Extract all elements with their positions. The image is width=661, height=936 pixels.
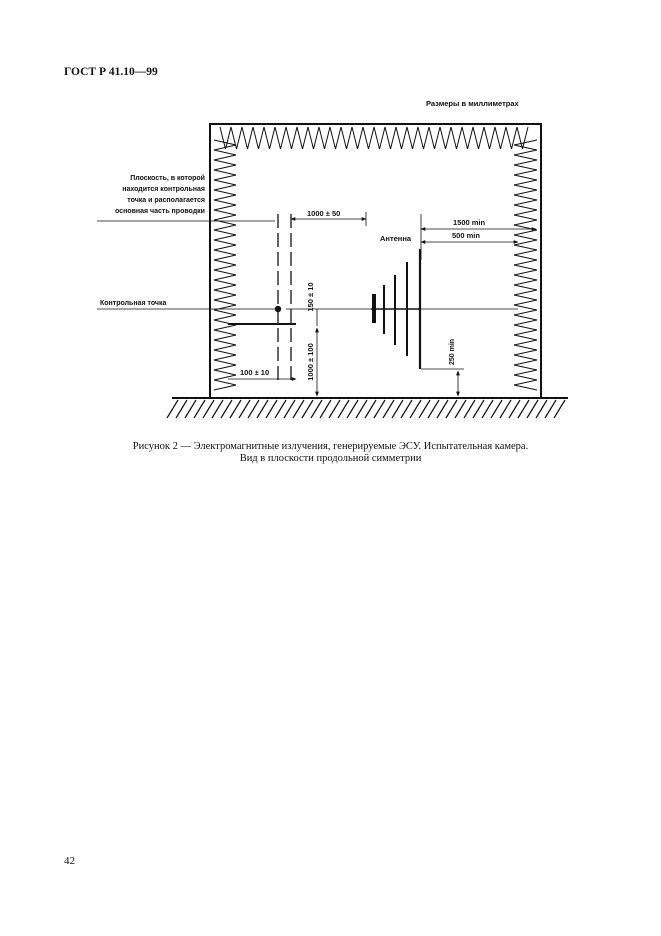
ground-hatch-line xyxy=(221,400,232,418)
plane-dashed-lines xyxy=(278,214,291,380)
units-note: Размеры в миллиметрах xyxy=(426,99,519,108)
dim-500-label: 500 min xyxy=(452,231,480,240)
ground-hatch-line xyxy=(509,400,520,418)
ground-hatch-line xyxy=(518,400,529,418)
plane-label-line-3: точка и располагается xyxy=(127,197,205,204)
document-code: ГОСТ Р 41.10—99 xyxy=(64,66,158,78)
ground-hatch-line xyxy=(266,400,277,418)
dim-1000-100-label: 1000 ± 100 xyxy=(306,343,315,381)
dimension-150-10 xyxy=(306,282,317,326)
ground-hatch-line xyxy=(230,400,241,418)
page-number: 42 xyxy=(64,855,75,867)
ground-hatch-line xyxy=(383,400,394,418)
ground-hatch-line xyxy=(167,400,178,418)
chamber-outline xyxy=(210,124,541,398)
absorber-right-zigzag xyxy=(514,140,537,390)
dimension-1000-50 xyxy=(291,209,366,226)
ground-hatch-line xyxy=(437,400,448,418)
ground-hatch-line xyxy=(275,400,286,418)
plane-label-line-1: Плоскость, в которой xyxy=(130,175,205,182)
absorber-left xyxy=(214,140,236,390)
ground-hatch-line xyxy=(239,400,250,418)
ground-hatch-line xyxy=(392,400,403,418)
ground-hatch-line xyxy=(491,400,502,418)
ground-hatch-line xyxy=(338,400,349,418)
ground-hatch-line xyxy=(320,400,331,418)
ground-hatch-line xyxy=(374,400,385,418)
ground-hatch-line xyxy=(329,400,340,418)
ground-hatch-line xyxy=(302,400,313,418)
ground-hatch-line xyxy=(500,400,511,418)
dim-1500-label: 1500 min xyxy=(453,218,486,227)
caption-line-2: Вид в плоскости продольной симметрии xyxy=(239,453,422,464)
ground-hatch-line xyxy=(293,400,304,418)
control-point-label: Контрольная точка xyxy=(100,300,167,307)
ground-hatch-line xyxy=(455,400,466,418)
ground-hatch-line xyxy=(410,400,421,418)
control-point-marker xyxy=(275,306,281,312)
dim-1000-50-label: 1000 ± 50 xyxy=(307,209,341,218)
ground-hatch-line xyxy=(284,400,295,418)
ground-hatch-line xyxy=(248,400,259,418)
ground-hatch-line xyxy=(176,400,187,418)
ground-hatch-line xyxy=(473,400,484,418)
ground-hatch-line xyxy=(545,400,556,418)
absorber-top-zigzag xyxy=(220,127,528,149)
ground-hatch-line xyxy=(401,400,412,418)
dimension-250 xyxy=(421,339,464,396)
ground-hatch-line xyxy=(419,400,430,418)
ground-hatch-line xyxy=(365,400,376,418)
ground-hatch-line xyxy=(527,400,538,418)
absorber-left-zigzag xyxy=(214,140,236,390)
plane-label-line-4: основная часть проводки xyxy=(115,208,205,215)
ground-hatching xyxy=(167,400,565,418)
dim-150-10-label: 150 ± 10 xyxy=(306,282,315,312)
ground-hatch-line xyxy=(212,400,223,418)
ground-hatch-line xyxy=(185,400,196,418)
ground-hatch-line xyxy=(482,400,493,418)
antenna-label: Антенна xyxy=(380,234,412,243)
ground-hatch-line xyxy=(347,400,358,418)
caption-line-1: Рисунок 2 — Электромагнитные излучения, генерируемые ЭСУ. Испытательная камера. xyxy=(132,441,529,452)
absorber-right xyxy=(514,140,537,390)
ground-hatch-line xyxy=(203,400,214,418)
ground-hatch-line xyxy=(356,400,367,418)
dimension-1000-100 xyxy=(306,328,317,396)
ground-plane xyxy=(167,398,568,418)
ground-hatch-line xyxy=(428,400,439,418)
ground-hatch-line xyxy=(554,400,565,418)
plane-label-line-2: находится контрольная xyxy=(122,186,205,193)
ground-hatch-line xyxy=(464,400,475,418)
dim-100-10-label: 100 ± 10 xyxy=(240,368,270,377)
ground-hatch-line xyxy=(311,400,322,418)
dim-250-label: 250 min xyxy=(449,338,456,366)
absorber-top xyxy=(220,127,528,149)
dimension-500 xyxy=(421,231,518,242)
antenna xyxy=(371,249,421,369)
dimension-100-10 xyxy=(228,368,296,379)
figure-caption xyxy=(60,441,601,465)
ground-hatch-line xyxy=(194,400,205,418)
ground-hatch-line xyxy=(536,400,547,418)
plane-label xyxy=(115,174,205,215)
ground-hatch-line xyxy=(446,400,457,418)
ground-hatch-line xyxy=(257,400,268,418)
